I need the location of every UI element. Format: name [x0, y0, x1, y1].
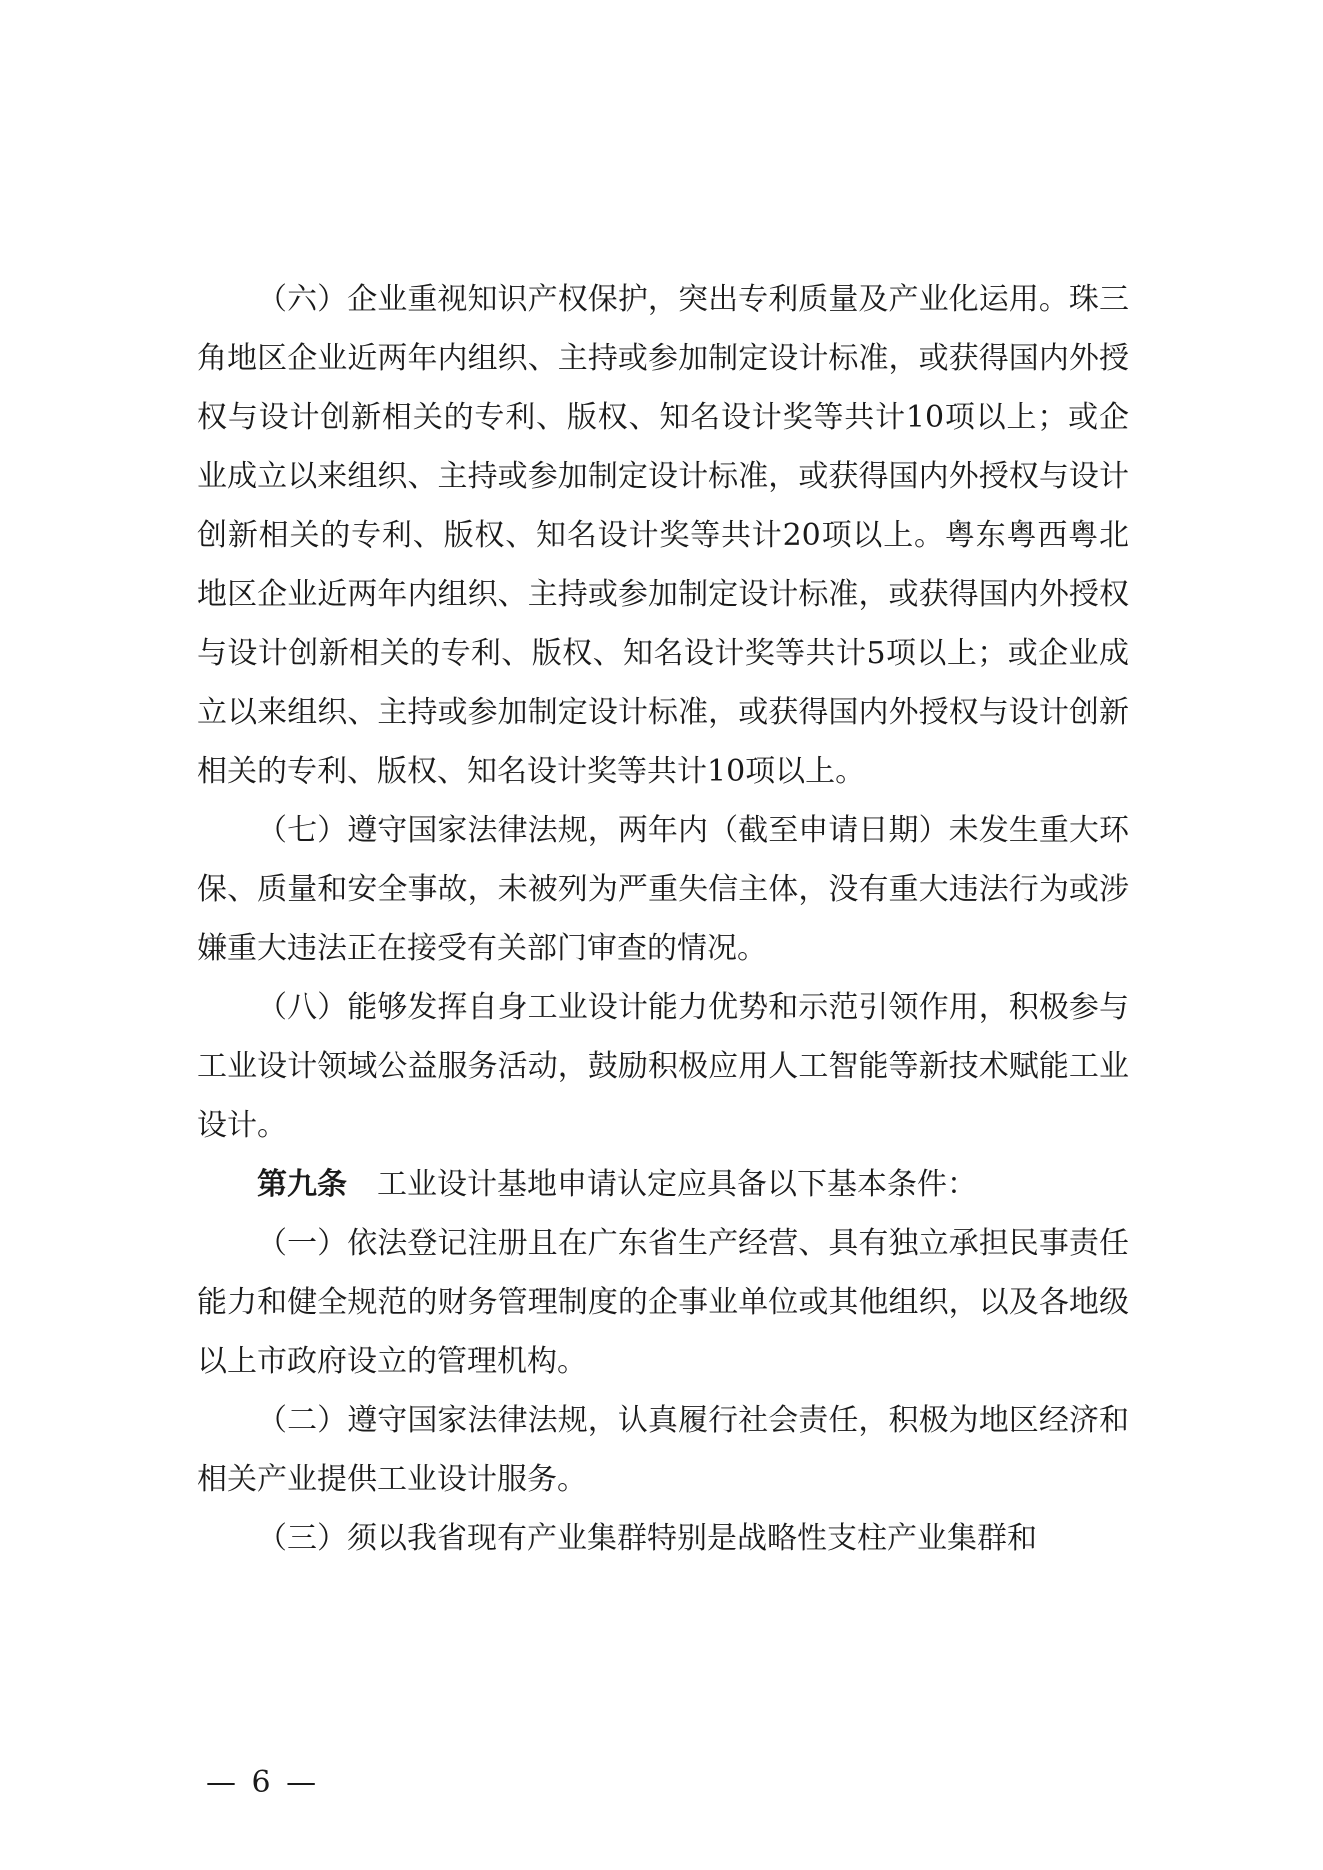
article-nine-number: 第九条	[257, 1167, 347, 1202]
item-one: （一）依法登记注册且在广东省生产经营、具有独立承担民事责任能力和健全规范的财务管理制度的企事业单位或其他组织，以及各地级以上市政府设立的管理机构。	[197, 1226, 1129, 1379]
page-number: — 6 —	[206, 1765, 320, 1800]
item-two: （二）遵守国家法律法规，认真履行社会责任，积极为地区经济和相关产业提供工业设计服务。	[197, 1403, 1129, 1497]
article-nine-text: 工业设计基地申请认定应具备以下基本条件：	[377, 1167, 977, 1202]
article-nine	[197, 1155, 1129, 1214]
paragraph-six: （六）企业重视知识产权保护，突出专利质量及产业化运用。珠三角地区企业近两年内组织、主持或参加制定设计标准，或获得国内外授权与设计创新相关的专利、版权、知名设计奖等共计10项以上；或企业成立以来组织、主持或参加制定设计标准，或获得国内外授权与设计创新相关的专利、版权、知名设计奖等共计20项以上。粤东粤西粤北地区企业近两年内组织、主持或参加制定设计标准，或获得国内外授权与设计创新相关的专利、版权、知名设计奖等共计5项以上；或企业成立以来组织、主持或参加制定设计标准，或获得国内外授权与设计创新相关的专利、版权、知名设计奖等共计10项以上。	[197, 282, 1129, 789]
item-three: （三）须以我省现有产业集群特别是战略性支柱产业集群和	[257, 1521, 1037, 1556]
document-body	[197, 270, 1129, 1568]
paragraph-eight: （八）能够发挥自身工业设计能力优势和示范引领作用，积极参与工业设计领域公益服务活动，鼓励积极应用人工智能等新技术赋能工业设计。	[197, 990, 1129, 1143]
paragraph-seven: （七）遵守国家法律法规，两年内（截至申请日期）未发生重大环保、质量和安全事故，未被列为严重失信主体，没有重大违法行为或涉嫌重大违法正在接受有关部门审查的情况。	[197, 813, 1129, 966]
